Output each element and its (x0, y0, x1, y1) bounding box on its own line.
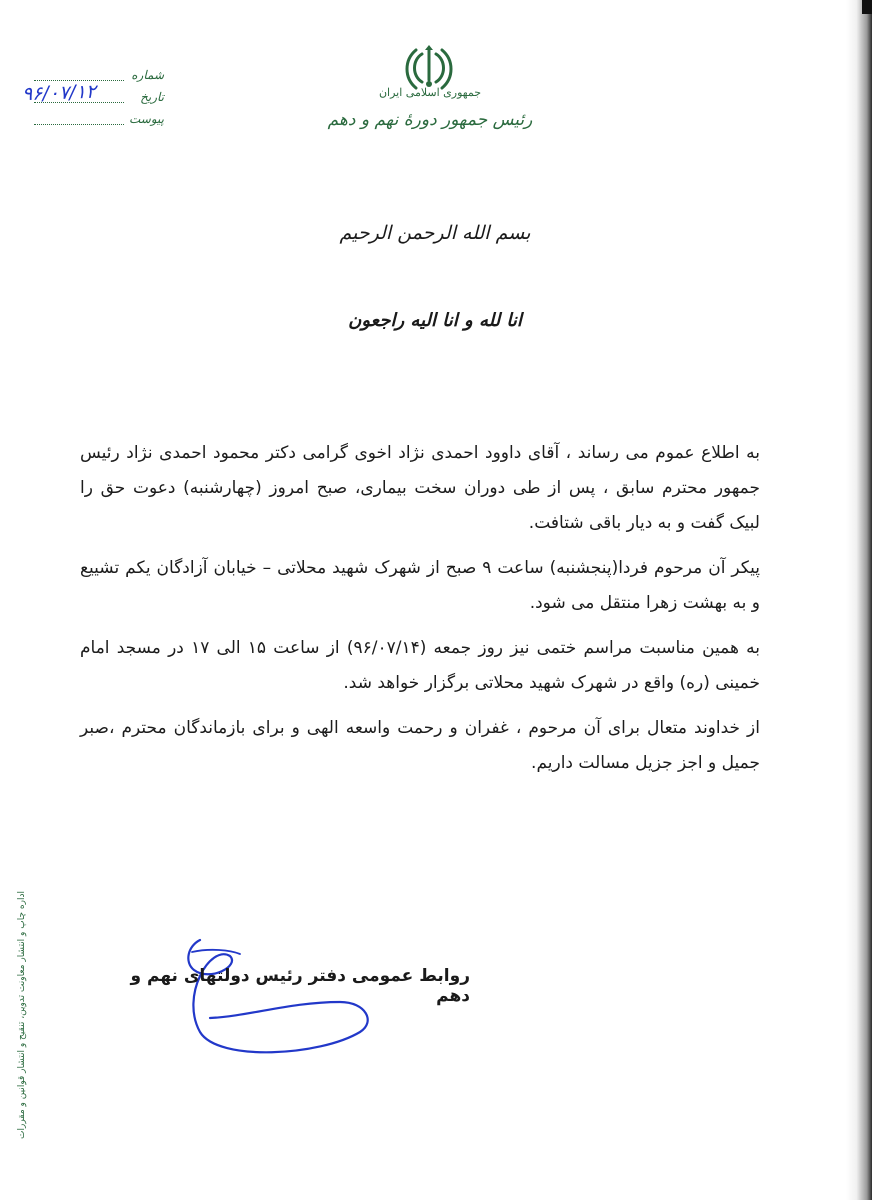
date-handwritten-value: ۹۶/۰۷/۱۲ (21, 80, 97, 106)
letterhead-office: رئیس جمهور دورهٔ نهم و دهم (327, 110, 533, 130)
meta-date-row (14, 80, 164, 108)
number-label: شماره (131, 68, 164, 82)
condolence-heading: انا لله و انا الیه راجعون (348, 310, 522, 331)
scan-edge-shadow (846, 0, 872, 1200)
vertical-footer-note: اداره چاپ و انتشار معاونت تدوین، تنقیح و انتشار قوانین و مقررات (17, 891, 27, 1139)
scan-edge-corner (862, 0, 872, 14)
body-paragraph-4: از خداوند متعال برای آن مرحوم ، غفران و رحمت واسعه الهی و برای بازماندگان محترم ،صبر جمیل و اجز جزیل مسالت داریم. (80, 718, 760, 773)
attachment-label: پیوست (129, 112, 164, 126)
body-paragraph-2: پیکر آن مرحوم فردا(پنجشنبه) ساعت ۹ صبح از شهرک شهید محلاتی – خیابان آزادگان یکم تشییع و به بهشت زهرا منتقل می شود. (80, 558, 761, 613)
signature-text: روابط عمومی دفتر رئیس دولتهای نهم و دهم (130, 966, 470, 1006)
body-paragraph-1: به اطلاع عموم می رساند ، آقای داوود احمدی نژاد اخوی گرامی دکتر محمود احمدی نژاد رئیس جمهور محترم سابق ، پس از طی دوران سخت بیماری، صبح امروز (چهارشنبه) دعوت حق را لبیک گفت و به دیار باقی شتافت. (80, 443, 760, 533)
bismillah-heading: بسم الله الرحمن الرحیم (339, 222, 531, 244)
body-paragraph-3: به همین مناسبت مراسم ختمی نیز روز جمعه (۹۶/۰۷/۱۴) از ساعت ۱۵ الی ۱۷ در مسجد امام خمینی (ره) واقع در شهرک شهید محلاتی برگزار خواهد شد. (80, 638, 760, 693)
letter-body (80, 436, 760, 791)
iran-emblem-icon (404, 44, 454, 92)
letter-meta-block (14, 64, 164, 130)
meta-attachment-row (14, 108, 164, 130)
attachment-dotted-line (34, 124, 124, 125)
date-label: تاریخ (140, 90, 164, 104)
letterhead-country: جمهوری اسلامی ایران (378, 86, 482, 99)
